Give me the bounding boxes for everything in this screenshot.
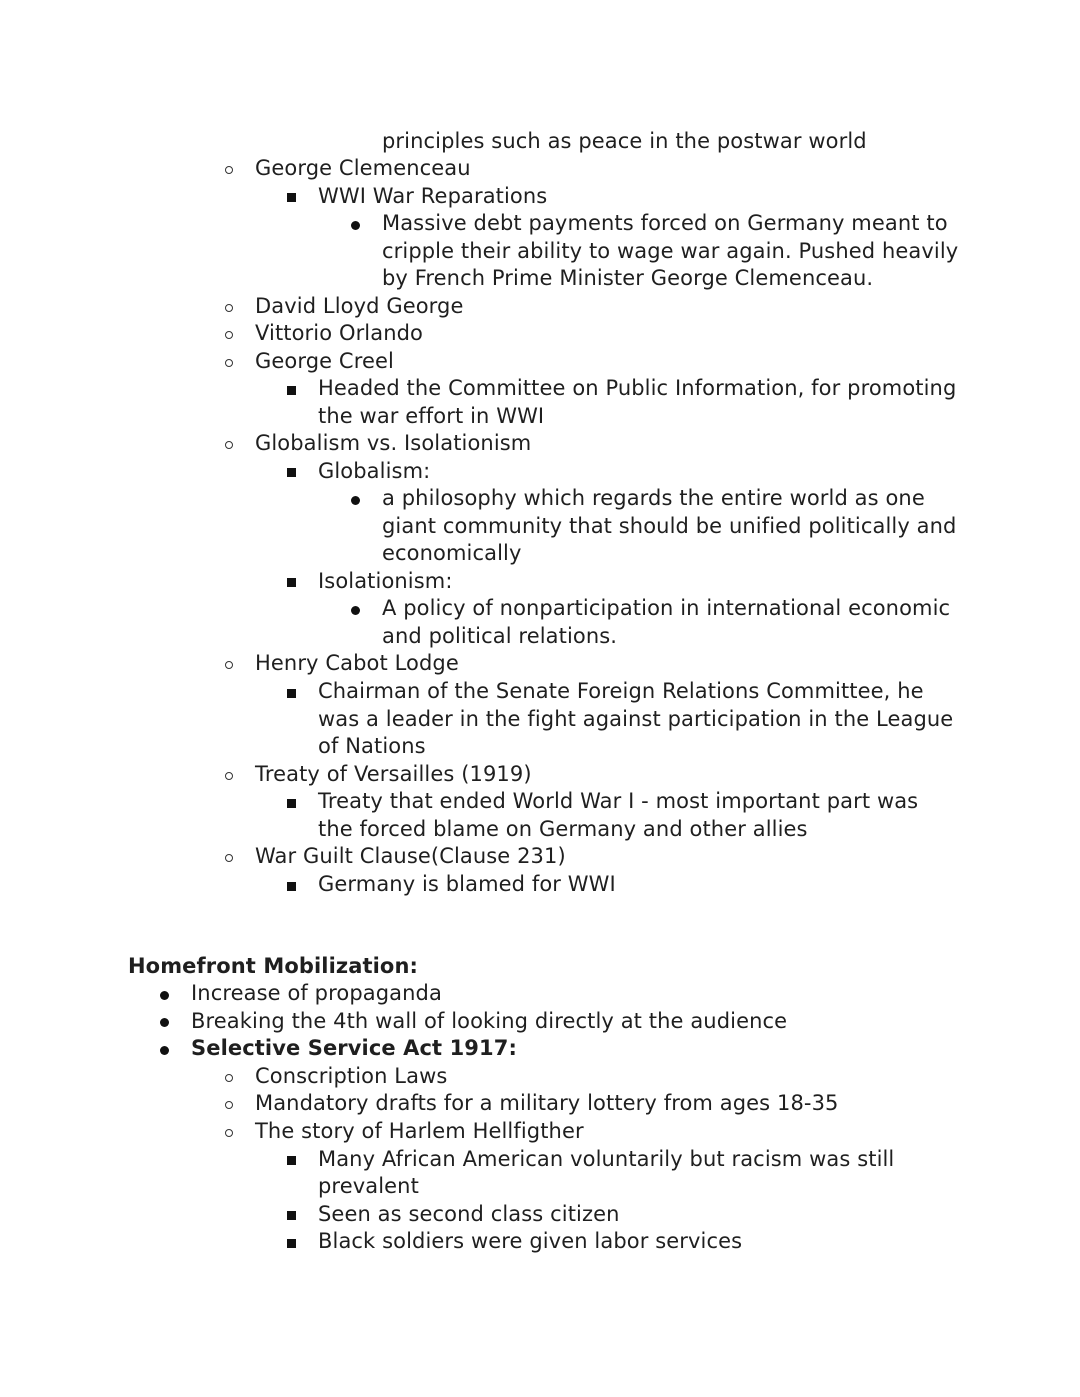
- list-item-versailles: Treaty of Versailles (1919): [255, 762, 532, 786]
- list-item-lodge: Henry Cabot Lodge: [255, 651, 459, 675]
- list-item-creel: George Creel: [255, 349, 394, 373]
- list-item-reparations: WWI War Reparations: [318, 184, 548, 208]
- dot-bullet-icon: [351, 606, 360, 615]
- square-bullet-icon: [287, 386, 296, 395]
- reparations-detail-line: by French Prime Minister George Clemenceau.: [382, 266, 874, 290]
- creel-detail-line: Headed the Committee on Public Information, for promoting: [318, 376, 957, 400]
- circle-bullet-icon: [225, 304, 233, 312]
- square-bullet-icon: [287, 799, 296, 808]
- lodge-detail-line: Chairman of the Senate Foreign Relations Committee, he: [318, 679, 924, 703]
- harlem-detail-line: Seen as second class citizen: [318, 1202, 620, 1226]
- isolationism-definition-line: A policy of nonparticipation in international economic: [382, 596, 951, 620]
- section-heading-homefront: Homefront Mobilization:: [128, 954, 419, 978]
- lodge-detail-line: of Nations: [318, 734, 426, 758]
- square-bullet-icon: [287, 1239, 296, 1248]
- circle-bullet-icon: [225, 1101, 233, 1109]
- dot-bullet-icon: [160, 991, 169, 1000]
- circle-bullet-icon: [225, 1074, 233, 1082]
- square-bullet-icon: [287, 578, 296, 587]
- versailles-detail-line: Treaty that ended World War I - most important part was: [318, 789, 919, 813]
- dot-bullet-icon: [160, 1046, 169, 1055]
- war-guilt-detail: Germany is blamed for WWI: [318, 872, 616, 896]
- square-bullet-icon: [287, 882, 296, 891]
- square-bullet-icon: [287, 1156, 296, 1165]
- list-item-globalism-vs-isolationism: Globalism vs. Isolationism: [255, 431, 532, 455]
- globalism-label: Globalism:: [318, 459, 431, 483]
- list-item-propaganda: Increase of propaganda: [191, 981, 442, 1005]
- list-item-war-guilt: War Guilt Clause(Clause 231): [255, 844, 566, 868]
- square-bullet-icon: [287, 689, 296, 698]
- versailles-detail-line: the forced blame on Germany and other allies: [318, 817, 808, 841]
- list-item-harlem: The story of Harlem Hellfigther: [255, 1119, 584, 1143]
- list-item-clemenceau: George Clemenceau: [255, 156, 471, 180]
- circle-bullet-icon: [225, 1129, 233, 1137]
- square-bullet-icon: [287, 1211, 296, 1220]
- continuation-text: principles such as peace in the postwar world: [382, 129, 867, 153]
- globalism-definition-line: giant community that should be unified politically and: [382, 514, 957, 538]
- circle-bullet-icon: [225, 359, 233, 367]
- list-item-lloyd-george: David Lloyd George: [255, 294, 464, 318]
- circle-bullet-icon: [225, 441, 233, 449]
- creel-detail-line: the war effort in WWI: [318, 404, 545, 428]
- circle-bullet-icon: [225, 331, 233, 339]
- dot-bullet-icon: [351, 496, 360, 505]
- list-item-fourth-wall: Breaking the 4th wall of looking directly at the audience: [191, 1009, 788, 1033]
- isolationism-label: Isolationism:: [318, 569, 453, 593]
- square-bullet-icon: [287, 193, 296, 202]
- globalism-definition-line: a philosophy which regards the entire world as one: [382, 486, 925, 510]
- isolationism-definition-line: and political relations.: [382, 624, 618, 648]
- list-item-orlando: Vittorio Orlando: [255, 321, 424, 345]
- lodge-detail-line: was a leader in the fight against participation in the League: [318, 707, 954, 731]
- circle-bullet-icon: [225, 166, 233, 174]
- square-bullet-icon: [287, 468, 296, 477]
- list-item-mandatory-drafts: Mandatory drafts for a military lottery from ages 18-35: [255, 1091, 839, 1115]
- circle-bullet-icon: [225, 772, 233, 780]
- list-item-conscription: Conscription Laws: [255, 1064, 448, 1088]
- dot-bullet-icon: [160, 1018, 169, 1027]
- reparations-detail-line: cripple their ability to wage war again. Pushed heavily: [382, 239, 959, 263]
- circle-bullet-icon: [225, 854, 233, 862]
- harlem-detail-line: Many African American voluntarily but racism was still: [318, 1147, 895, 1171]
- reparations-detail-line: Massive debt payments forced on Germany meant to: [382, 211, 948, 235]
- globalism-definition-line: economically: [382, 541, 522, 565]
- circle-bullet-icon: [225, 661, 233, 669]
- list-item-selective-service: Selective Service Act 1917:: [191, 1036, 517, 1060]
- harlem-detail-line: Black soldiers were given labor services: [318, 1229, 743, 1253]
- harlem-detail-line: prevalent: [318, 1174, 419, 1198]
- dot-bullet-icon: [351, 221, 360, 230]
